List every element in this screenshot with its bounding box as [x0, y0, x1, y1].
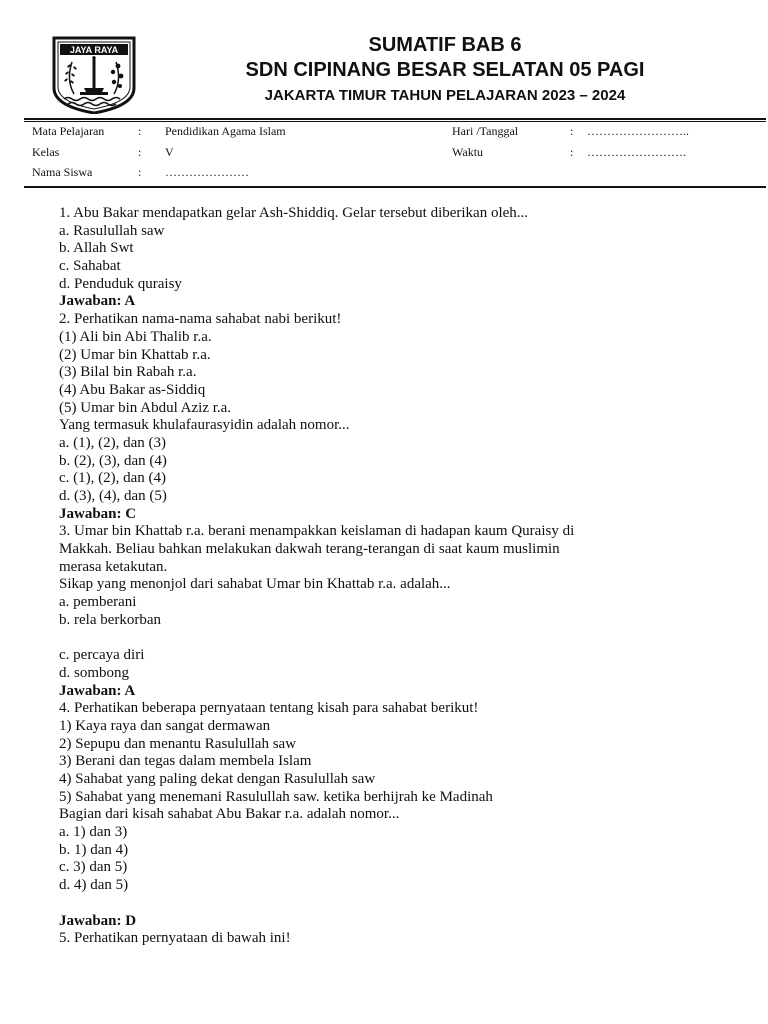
answer-key-line: Jawaban: C: [59, 505, 137, 522]
student-name-colon: :: [138, 165, 142, 179]
question-line: 1. Abu Bakar mendapatkan gelar Ash-Shiddiq. Gelar tersebut diberikan oleh...: [59, 205, 529, 221]
question-line: d. Penduduk quraisy: [59, 275, 182, 292]
question-line: 3. Umar bin Khattab r.a. berani menampakkan keislaman di hadapan kaum Quraisy di: [59, 523, 575, 540]
blank-line: [59, 630, 759, 648]
question-line: b. (2), (3), dan (4): [59, 452, 167, 469]
class-value: V: [165, 145, 174, 159]
jakarta-emblem-logo: [50, 36, 138, 114]
subject-colon: :: [138, 124, 142, 138]
time-label: Waktu: [452, 145, 484, 159]
question-line: c. (1), (2), dan (4): [59, 470, 167, 487]
question-line: 4. Perhatikan beberapa pernyataan tentang kisah para sahabat berikut!: [59, 700, 479, 717]
question-line: d. (3), (4), dan (5): [59, 488, 167, 504]
exam-title: SUMATIF BAB 6: [368, 34, 522, 56]
question-line: (4) Abu Bakar as-Siddiq: [59, 381, 206, 398]
question-line: d. 4) dan 5): [59, 877, 129, 894]
question-line: c. Sahabat: [59, 258, 121, 275]
time-colon: :: [570, 145, 574, 159]
time-value: …………………….: [587, 145, 686, 159]
question-line: 5) Sahabat yang menemani Rasulullah saw. ketika berhijrah ke Madinah: [59, 788, 493, 805]
question-line: (5) Umar bin Abdul Aziz r.a.: [59, 399, 232, 416]
school-name: SDN CIPINANG BESAR SELATAN 05 PAGI: [245, 59, 645, 81]
class-colon: :: [138, 145, 142, 159]
question-line: d. sombong: [59, 664, 130, 681]
student-name-label: Nama Siswa: [32, 165, 93, 179]
question-line: 1) Kaya raya dan sangat dermawan: [59, 717, 271, 734]
student-name-value: …………………: [165, 165, 249, 179]
question-line: (3) Bilal bin Rabah r.a.: [59, 364, 197, 381]
answer-key-line: Jawaban: A: [59, 682, 136, 699]
question-line: a. pemberani: [59, 594, 137, 611]
day-date-colon: :: [570, 124, 574, 138]
info-divider: [24, 186, 766, 188]
header-divider-thin: [24, 121, 766, 122]
logo-text: JAYA RAYA: [69, 45, 119, 55]
question-line: b. rela berkorban: [59, 611, 162, 628]
question-line: b. 1) dan 4): [59, 841, 129, 858]
question-line: a. (1), (2), dan (3): [59, 434, 167, 451]
question-line: Sikap yang menonjol dari sahabat Umar bin Khattab r.a. adalah...: [59, 576, 451, 593]
header-divider: [24, 118, 766, 120]
question-line: Yang termasuk khulafaurasyidin adalah nomor...: [59, 417, 350, 434]
question-line: 5. Perhatikan pernyataan di bawah ini!: [59, 930, 291, 947]
subject-label: Mata Pelajaran: [32, 124, 105, 138]
question-line: Bagian dari kisah sahabat Abu Bakar r.a. adalah nomor...: [59, 806, 400, 823]
day-date-label: Hari /Tanggal: [452, 124, 519, 138]
question-line: (2) Umar bin Khattab r.a.: [59, 346, 211, 363]
question-line: c. percaya diri: [59, 647, 145, 664]
question-line: c. 3) dan 5): [59, 859, 128, 876]
question-line: 2) Sepupu dan menantu Rasulullah saw: [59, 735, 297, 752]
school-region-year: JAKARTA TIMUR TAHUN PELAJARAN 2023 – 2024: [264, 87, 626, 104]
day-date-value: ……………………..: [587, 124, 689, 138]
question-line: 3) Berani dan tegas dalam membela Islam: [59, 753, 312, 770]
question-line: 4) Sahabat yang paling dekat dengan Rasulullah saw: [59, 771, 376, 787]
question-line: (1) Ali bin Abi Thalib r.a.: [59, 328, 212, 345]
question-line: a. Rasulullah saw: [59, 222, 165, 239]
question-line: b. Allah Swt: [59, 240, 134, 257]
question-list: [59, 205, 759, 948]
blank-line: [59, 895, 759, 913]
question-line: a. 1) dan 3): [59, 824, 128, 841]
question-line: Makkah. Beliau bahkan melakukan dakwah terang-terangan di saat kaum muslimin: [59, 541, 560, 558]
question-line: 2. Perhatikan nama-nama sahabat nabi berikut!: [59, 311, 342, 328]
answer-key-line: Jawaban: D: [59, 912, 137, 929]
answer-key-line: Jawaban: A: [59, 293, 136, 310]
class-label: Kelas: [32, 145, 60, 159]
subject-value: Pendidikan Agama Islam: [165, 124, 286, 138]
question-line: merasa ketakutan.: [59, 558, 168, 575]
